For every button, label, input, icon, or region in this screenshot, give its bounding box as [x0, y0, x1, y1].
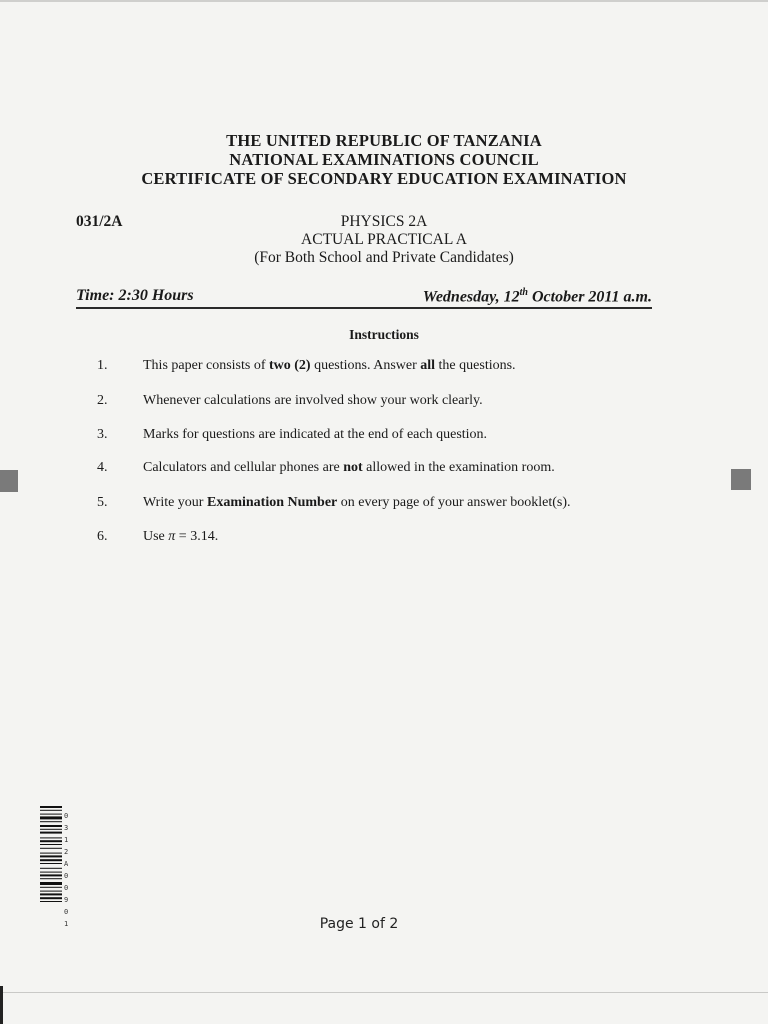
instruction-emphasis: Examination Number [206, 495, 338, 510]
instruction-fragment: Write your [143, 495, 207, 510]
exam-duration: Time: 2:30 Hours [76, 287, 194, 304]
barcode-bar [40, 855, 62, 857]
header-country: THE UNITED REPUBLIC OF TANZANIA [226, 131, 542, 150]
instruction-fragment: on every page of your answer booklet(s). [337, 495, 571, 510]
barcode-bar [40, 853, 62, 854]
barcode-bar [40, 897, 62, 899]
barcode-bar [40, 844, 62, 845]
barcode-bar [40, 840, 62, 842]
barcode-bar [40, 829, 62, 830]
instruction-text [143, 460, 555, 476]
instruction-emphasis: all [420, 358, 436, 373]
instruction-text: Whenever calculations are involved show your work clearly. [143, 393, 483, 408]
barcode-bar [40, 814, 62, 815]
instruction-item [0, 460, 768, 480]
instructions-title: Instructions [349, 327, 419, 342]
instruction-emphasis: two (2) [268, 358, 311, 373]
instruction-text [143, 495, 571, 511]
instruction-item [0, 427, 768, 447]
instruction-item [0, 358, 768, 378]
paper-candidates: (For Both School and Private Candidates) [254, 249, 514, 266]
header-rule [76, 307, 652, 309]
header-council: NATIONAL EXAMINATIONS COUNCIL [229, 150, 539, 169]
instruction-number: 5. [97, 495, 108, 510]
barcode-bar [40, 832, 62, 834]
barcode-bar [40, 901, 62, 902]
page-number: Page 1 of 2 [319, 916, 399, 932]
instruction-item [0, 495, 768, 515]
barcode-bar [40, 810, 62, 811]
instruction-fragment: Calculators and cellular phones are [143, 460, 344, 475]
instruction-number: 4. [97, 460, 108, 475]
instruction-number: 2. [97, 393, 108, 408]
instruction-emphasis: not [343, 460, 363, 475]
instruction-fragment: the questions. [435, 358, 516, 373]
instruction-item [0, 529, 768, 549]
instruction-text [143, 358, 516, 374]
exam-date-suffix: th [519, 287, 528, 298]
page-bottom-edge [0, 992, 768, 993]
pi-symbol: π [168, 529, 176, 544]
instruction-text: Marks for questions are indicated at the end of each question. [143, 427, 488, 442]
barcode-bar [40, 874, 62, 876]
barcode-bar [40, 893, 62, 895]
paper-subject: PHYSICS 2A [340, 213, 428, 230]
barcode-bar [40, 806, 62, 808]
barcode-bar [40, 821, 62, 822]
barcode-bar [40, 882, 62, 885]
instruction-text [143, 529, 218, 545]
barcode-bar [40, 825, 62, 827]
exam-date [423, 287, 652, 306]
barcode-bar [40, 891, 62, 892]
instruction-fragment: allowed in the examination room. [362, 460, 555, 475]
header-exam: CERTIFICATE OF SECONDARY EDUCATION EXAMINATION [141, 169, 627, 188]
instruction-item [0, 393, 768, 413]
corner-mark [0, 986, 3, 1024]
barcode-bar [40, 816, 62, 819]
page-top-edge [0, 0, 768, 2]
instruction-fragment: This paper consists of [143, 358, 269, 373]
paper-code: 031/2A [76, 213, 123, 230]
barcode-bar [40, 837, 62, 838]
instruction-fragment: questions. Answer [310, 358, 421, 373]
barcode-bar [40, 863, 62, 864]
exam-date-day: Wednesday, 12 [422, 288, 520, 306]
instruction-number: 6. [97, 529, 108, 544]
barcode-icon [40, 806, 62, 932]
barcode-bar [40, 859, 62, 861]
instruction-fragment: = 3.14. [175, 529, 219, 544]
paper-title: ACTUAL PRACTICAL A [301, 231, 467, 248]
instruction-fragment: Use [143, 529, 169, 544]
barcode-bar [40, 848, 62, 849]
barcode-bar [40, 868, 62, 869]
instruction-number: 3. [97, 427, 108, 442]
barcode-bar [40, 887, 62, 888]
exam-date-rest: October 2011 a.m. [528, 288, 652, 306]
barcode-bar [40, 878, 62, 879]
instruction-number: 1. [97, 358, 108, 373]
barcode-bar [40, 872, 62, 873]
barcode-text: 0312A00901 [64, 812, 69, 928]
